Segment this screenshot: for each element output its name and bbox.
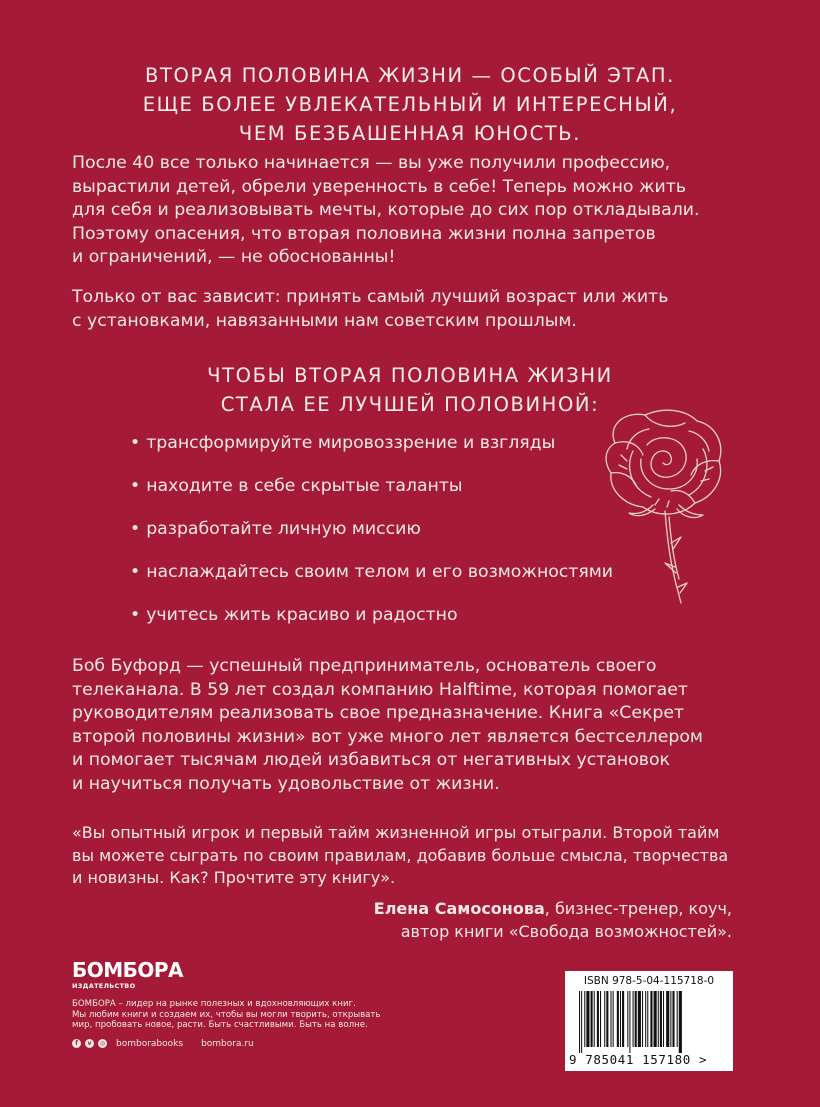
barcode-bar <box>647 991 648 1047</box>
list-item-text: трансформируйте мировоззрение и взгляды <box>146 433 556 453</box>
list-item-text: учитесь жить красиво и радостно <box>146 605 458 625</box>
barcode-bar <box>666 991 669 1047</box>
publisher-description <box>72 999 381 1031</box>
barcode-bar <box>620 991 621 1047</box>
website-link[interactable]: bombora.ru <box>201 1038 254 1049</box>
headline-top-line: ЧЕМ БЕЗБАШЕННАЯ ЮНОСТЬ. <box>238 122 582 145</box>
bullet-marker: • <box>130 476 141 496</box>
quote-attribution <box>374 898 732 943</box>
vk-icon[interactable]: v <box>85 1039 94 1048</box>
attribution-name: Елена Самосонова <box>373 899 545 918</box>
intro-line: вырастили детей, обрели уверенность в себе! Теперь можно жить <box>72 176 686 197</box>
barcode-bar <box>579 991 580 1053</box>
barcode-bar <box>597 991 599 1047</box>
barcode-bar <box>604 991 605 1047</box>
bio-line: и помогает тысячам людей избавиться от негативных установок <box>72 750 670 771</box>
bio-line: руководителям реализовать свое предназначение. Книга «Секрет <box>72 703 685 724</box>
barcode-bar <box>677 991 678 1047</box>
barcode-bar <box>663 991 664 1047</box>
barcode-bar <box>642 991 643 1047</box>
bio-line: Боб Буфорд — успешный предприниматель, основатель своего <box>72 656 657 676</box>
choice-line: с установками, навязанными нам советским прошлым. <box>72 310 577 331</box>
publisher-block <box>72 960 381 1049</box>
barcode-bar <box>600 991 601 1047</box>
facebook-icon[interactable]: f <box>72 1039 81 1048</box>
barcode-bar <box>670 991 671 1047</box>
quote-line: вы можете сыграть по своим правилам, добавив больше смысла, творчества <box>72 845 729 865</box>
headline-top-line: ЕЩЕ БОЛЕЕ УВЛЕКАТЕЛЬНЫЙ И ИНТЕРЕСНЫЙ, <box>142 93 678 116</box>
list-item-text: разработайте личную миссию <box>146 519 421 539</box>
barcode-bar <box>591 991 593 1047</box>
list-item <box>130 605 458 625</box>
list-item <box>130 562 613 582</box>
list-item <box>130 433 555 453</box>
intro-line: Поэтому опасения, что вторая половина жизни полна запретов <box>72 223 656 244</box>
bullet-marker: • <box>130 605 141 625</box>
bio-line: второй половины жизни» вот уже много лет является бестселлером <box>72 726 703 747</box>
barcode-bars <box>573 991 725 1053</box>
bullet-marker: • <box>130 519 141 539</box>
review-quote <box>72 822 752 890</box>
headline-benefits-line: ЧТОБЫ ВТОРАЯ ПОЛОВИНА ЖИЗНИ <box>207 364 613 387</box>
attribution-role: , бизнес-тренер, коуч, <box>544 899 732 918</box>
barcode-bar <box>633 991 634 1047</box>
attribution-line <box>374 898 732 921</box>
barcode-bar <box>586 991 589 1047</box>
barcode-bar <box>581 991 582 1053</box>
barcode-bar <box>617 991 619 1047</box>
barcode-bar <box>672 991 674 1047</box>
choice-paragraph <box>72 286 752 333</box>
barcode-bar <box>611 991 612 1047</box>
barcode-bar <box>629 991 630 1053</box>
barcode-bar <box>613 991 614 1047</box>
barcode-bar <box>606 991 608 1047</box>
social-handle[interactable]: bomborabooks <box>116 1038 184 1049</box>
bio-line: телеканала. В 59 лет создал компанию Halftime, которая помогает <box>72 679 688 700</box>
bullet-marker: • <box>130 562 141 582</box>
quote-line: «Вы опытный игрок и первый тайм жизненной игры отыграли. Второй тайм <box>72 823 720 842</box>
list-item-text: находите в себе скрытые таланты <box>146 476 463 496</box>
headline-benefits-line: СТАЛА ЕЕ ЛУЧШЕЙ ПОЛОВИНОЙ: <box>220 393 600 416</box>
barcode-bar <box>658 991 659 1047</box>
barcode-bar <box>635 991 637 1047</box>
choice-line: Только от вас зависит: принять самый лучший возраст или жить <box>72 287 669 307</box>
barcode-bar <box>627 991 628 1047</box>
barcode-bar <box>679 991 682 1053</box>
barcode-digits: 9 785041 157180 > <box>569 1052 708 1067</box>
headline-top <box>60 61 760 148</box>
headline-top-line: ВТОРАЯ ПОЛОВИНА ЖИЗНИ — ОСОБЫЙ ЭТАП. <box>145 64 675 87</box>
barcode-bar <box>654 991 657 1047</box>
bullet-marker: • <box>130 433 141 453</box>
publisher-text-line: Мы любим книги и создаем их, чтобы вы могли творить, открывать <box>72 1009 381 1020</box>
intro-line: для себя и реализовывать мечты, которые до сих пор откладывали. <box>72 200 700 221</box>
barcode-bar <box>584 991 585 1047</box>
publisher-logo-subtitle: ИЗДАТЕЛЬСТВО <box>72 982 136 990</box>
intro-line: и ограничений, — не обоснованны! <box>72 247 396 268</box>
isbn-label: ISBN 978-5-04-115718-0 <box>583 975 715 987</box>
rose-illustration-icon <box>585 405 740 605</box>
barcode-bar <box>622 991 624 1047</box>
attribution-book: автор книги «Свобода возможностей». <box>400 921 732 941</box>
publisher-logo: БОМБОРА <box>72 958 184 982</box>
list-item-text: наслаждайтесь своим телом и его возможностями <box>146 562 614 582</box>
list-item <box>130 476 463 496</box>
list-item <box>130 519 421 539</box>
barcode-bar <box>660 991 662 1047</box>
quote-line: и новизны. Как? Прочтите эту книгу». <box>72 868 396 887</box>
publisher-socials <box>72 1039 381 1049</box>
publisher-text-line: БОМБОРА – лидер на рынке полезных и вдохновляющих книг. <box>72 999 356 1009</box>
bio-line: и научиться получать удовольствие от жизни. <box>72 773 500 794</box>
barcode-bar <box>594 991 595 1047</box>
instagram-icon[interactable]: ◎ <box>99 1040 106 1047</box>
barcode-bar <box>650 991 652 1047</box>
intro-line: После 40 все только начинается — вы уже получили профессию, <box>72 153 671 173</box>
barcode-bar <box>638 991 641 1047</box>
isbn-barcode <box>565 971 733 1071</box>
author-bio <box>72 655 752 797</box>
intro-paragraph <box>72 152 752 270</box>
publisher-text-line: мир, пробовать новое, расти. Быть счастливыми. Быть на волне. <box>72 1020 368 1030</box>
barcode-bar <box>645 991 646 1047</box>
